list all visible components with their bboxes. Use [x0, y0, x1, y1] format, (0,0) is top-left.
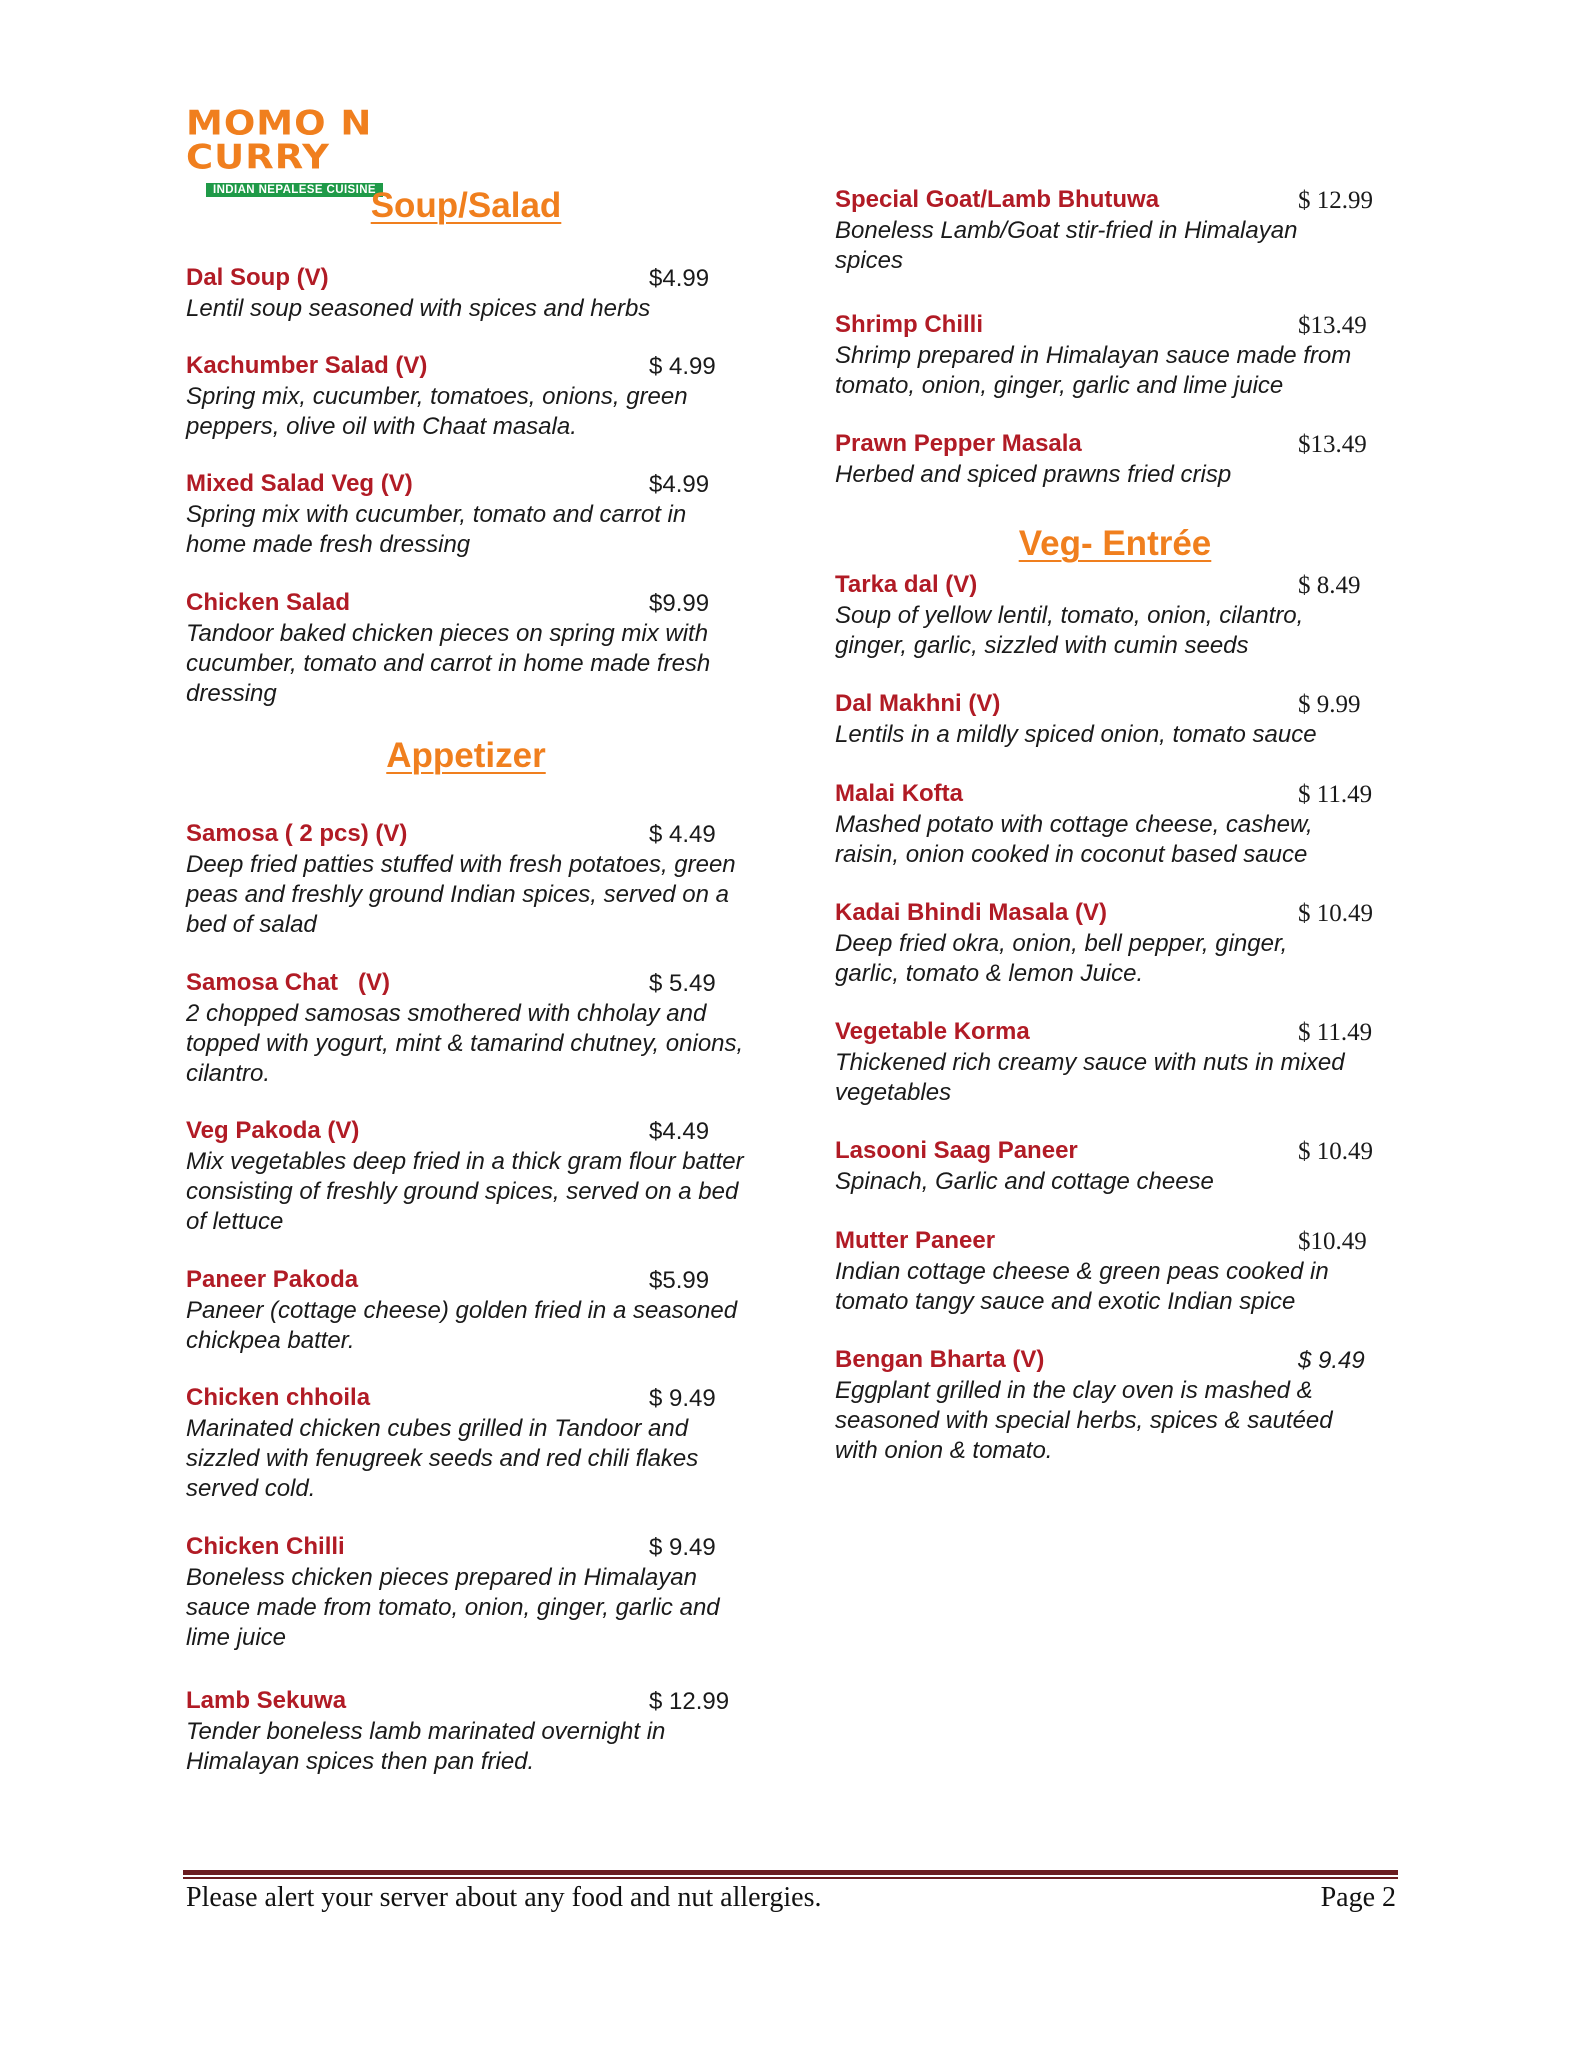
- logo-title: MOMO N CURRY: [186, 103, 373, 177]
- item-description: Spring mix with cucumber, tomato and carrot in home made fresh dressing: [186, 501, 687, 558]
- item-name: Vegetable Korma: [835, 1018, 1030, 1045]
- menu-item: [835, 430, 1395, 490]
- item-name: Veg Pakoda (V): [186, 1117, 360, 1144]
- menu-item: [186, 1266, 746, 1356]
- item-price: $ 10.49: [1298, 1138, 1373, 1165]
- footer-divider: [183, 1870, 1398, 1879]
- menu-item: [835, 899, 1395, 989]
- menu-item: [835, 186, 1395, 276]
- item-description: Deep fried patties stuffed with fresh potatoes, green peas and freshly ground Indian spices, served on a bed of salad: [186, 851, 736, 938]
- item-name: Chicken chhoila: [186, 1384, 371, 1411]
- item-name: Lamb Sekuwa: [186, 1687, 347, 1714]
- menu-item: [835, 311, 1395, 401]
- item-price: $ 12.99: [649, 1688, 730, 1715]
- menu-item: [835, 1137, 1395, 1197]
- item-description: Eggplant grilled in the clay oven is mashed & seasoned with special herbs, spices & sautéed with onion & tomato.: [835, 1377, 1333, 1464]
- item-name: Tarka dal (V): [835, 571, 978, 598]
- item-price: $ 5.49: [649, 970, 716, 997]
- item-description: Deep fried okra, onion, bell pepper, ginger, garlic, tomato & lemon Juice.: [835, 930, 1288, 987]
- menu-item: [186, 1533, 746, 1653]
- veg-entree-heading-text: Veg- Entrée: [1018, 524, 1212, 563]
- item-price: $ 4.49: [649, 821, 716, 848]
- item-price: $ 9.49: [1298, 1347, 1365, 1374]
- item-name: Malai Kofta: [835, 780, 964, 807]
- item-name: Kadai Bhindi Masala (V): [835, 899, 1108, 926]
- item-name: Dal Makhni (V): [835, 690, 1001, 717]
- item-price: $5.99: [649, 1267, 710, 1294]
- item-description: Soup of yellow lentil, tomato, onion, cilantro, ginger, garlic, sizzled with cumin seeds: [835, 602, 1304, 659]
- menu-item: [186, 1384, 746, 1504]
- menu-item: [186, 1687, 746, 1777]
- veg-entree-heading: [835, 524, 1395, 564]
- menu-item: [835, 690, 1395, 750]
- menu-item: [835, 571, 1395, 661]
- item-price: $4.99: [649, 265, 710, 292]
- item-name: Lasooni Saag Paneer: [835, 1137, 1078, 1164]
- menu-item: [835, 780, 1395, 870]
- item-description: Tender boneless lamb marinated overnight in Himalayan spices then pan fried.: [186, 1718, 666, 1775]
- item-name: Special Goat/Lamb Bhutuwa: [835, 186, 1160, 213]
- soup-salad-heading: [186, 186, 746, 226]
- menu-item: [186, 589, 746, 709]
- item-description: Marinated chicken cubes grilled in Tandoor and sizzled with fenugreek seeds and red chili flakes served cold.: [186, 1415, 699, 1502]
- item-description: Spring mix, cucumber, tomatoes, onions, green peppers, olive oil with Chaat masala.: [186, 383, 688, 440]
- item-price: $4.99: [649, 471, 710, 498]
- item-price: $ 11.49: [1298, 1019, 1373, 1046]
- item-description: Boneless chicken pieces prepared in Himalayan sauce made from tomato, onion, ginger, garlic and lime juice: [186, 1564, 720, 1651]
- item-name: Mixed Salad Veg (V): [186, 470, 413, 497]
- item-price: $ 8.49: [1298, 572, 1361, 599]
- item-price: $4.49: [649, 1118, 710, 1145]
- item-name: Mutter Paneer: [835, 1227, 996, 1254]
- menu-item: [186, 470, 746, 560]
- item-name: Dal Soup (V): [186, 264, 329, 291]
- menu-item: [835, 1018, 1395, 1108]
- item-price: $ 10.49: [1298, 900, 1373, 927]
- menu-item: [186, 352, 746, 442]
- logo-tagline: INDIAN NEPALESE CUISINE: [206, 183, 383, 197]
- item-description: Boneless Lamb/Goat stir-fried in Himalayan spices: [835, 217, 1298, 274]
- item-price: $13.49: [1298, 431, 1367, 458]
- item-description: Thickened rich creamy sauce with nuts in mixed vegetables: [835, 1049, 1345, 1106]
- item-price: $ 12.99: [1298, 187, 1373, 214]
- item-description: Indian cottage cheese & green peas cooked in tomato tangy sauce and exotic Indian spice: [835, 1258, 1329, 1315]
- menu-item: [186, 820, 746, 940]
- menu-item: [835, 1346, 1395, 1466]
- footer-divider-thin: [183, 1877, 1398, 1879]
- item-price: $ 11.49: [1298, 781, 1373, 808]
- item-name: Samosa Chat (V): [186, 969, 391, 996]
- item-description: Lentils in a mildly spiced onion, tomato sauce: [835, 721, 1317, 748]
- item-price: $13.49: [1298, 312, 1367, 339]
- item-price: $10.49: [1298, 1228, 1367, 1255]
- item-description: Mix vegetables deep fried in a thick gram flour batter consisting of freshly ground spices, served on a bed of lettuce: [186, 1148, 744, 1235]
- item-description: Shrimp prepared in Himalayan sauce made from tomato, onion, ginger, garlic and lime juice: [835, 342, 1352, 399]
- appetizer-heading-text: Appetizer: [386, 736, 546, 775]
- menu-item: [186, 1117, 746, 1237]
- menu-item: [186, 264, 746, 324]
- restaurant-logo: [186, 103, 426, 198]
- item-price: $ 9.99: [1298, 691, 1361, 718]
- menu-item: [186, 969, 746, 1089]
- item-name: Bengan Bharta (V): [835, 1346, 1045, 1373]
- item-price: $9.99: [649, 590, 710, 617]
- item-description: Mashed potato with cottage cheese, cashew, raisin, onion cooked in coconut based sauce: [835, 811, 1313, 868]
- item-name: Prawn Pepper Masala: [835, 430, 1082, 457]
- item-name: Samosa ( 2 pcs) (V): [186, 820, 408, 847]
- item-price: $ 9.49: [649, 1534, 716, 1561]
- item-name: Shrimp Chilli: [835, 311, 984, 338]
- item-description: 2 chopped samosas smothered with chholay and topped with yogurt, mint & tamarind chutney, onions, cilantro.: [186, 1000, 744, 1087]
- item-description: Lentil soup seasoned with spices and herbs: [186, 295, 651, 322]
- menu-item: [835, 1227, 1395, 1317]
- item-name: Paneer Pakoda: [186, 1266, 359, 1293]
- item-description: Tandoor baked chicken pieces on spring mix with cucumber, tomato and carrot in home made fresh dressing: [186, 620, 711, 707]
- allergy-notice: Please alert your server about any food and nut allergies.: [186, 1882, 822, 1913]
- footer-divider-thick: [183, 1870, 1398, 1875]
- item-name: Chicken Salad: [186, 589, 351, 616]
- appetizer-heading: [186, 736, 746, 776]
- item-name: Kachumber Salad (V): [186, 352, 428, 379]
- item-price: $ 9.49: [649, 1385, 716, 1412]
- item-name: Chicken Chilli: [186, 1533, 345, 1560]
- soup-salad-heading-text: Soup/Salad: [370, 186, 562, 225]
- item-description: Paneer (cottage cheese) golden fried in a seasoned chickpea batter.: [186, 1297, 738, 1354]
- page-number: Page 2: [1320, 1882, 1396, 1913]
- item-description: Spinach, Garlic and cottage cheese: [835, 1168, 1214, 1195]
- item-description: Herbed and spiced prawns fried crisp: [835, 461, 1232, 488]
- item-price: $ 4.99: [649, 353, 716, 380]
